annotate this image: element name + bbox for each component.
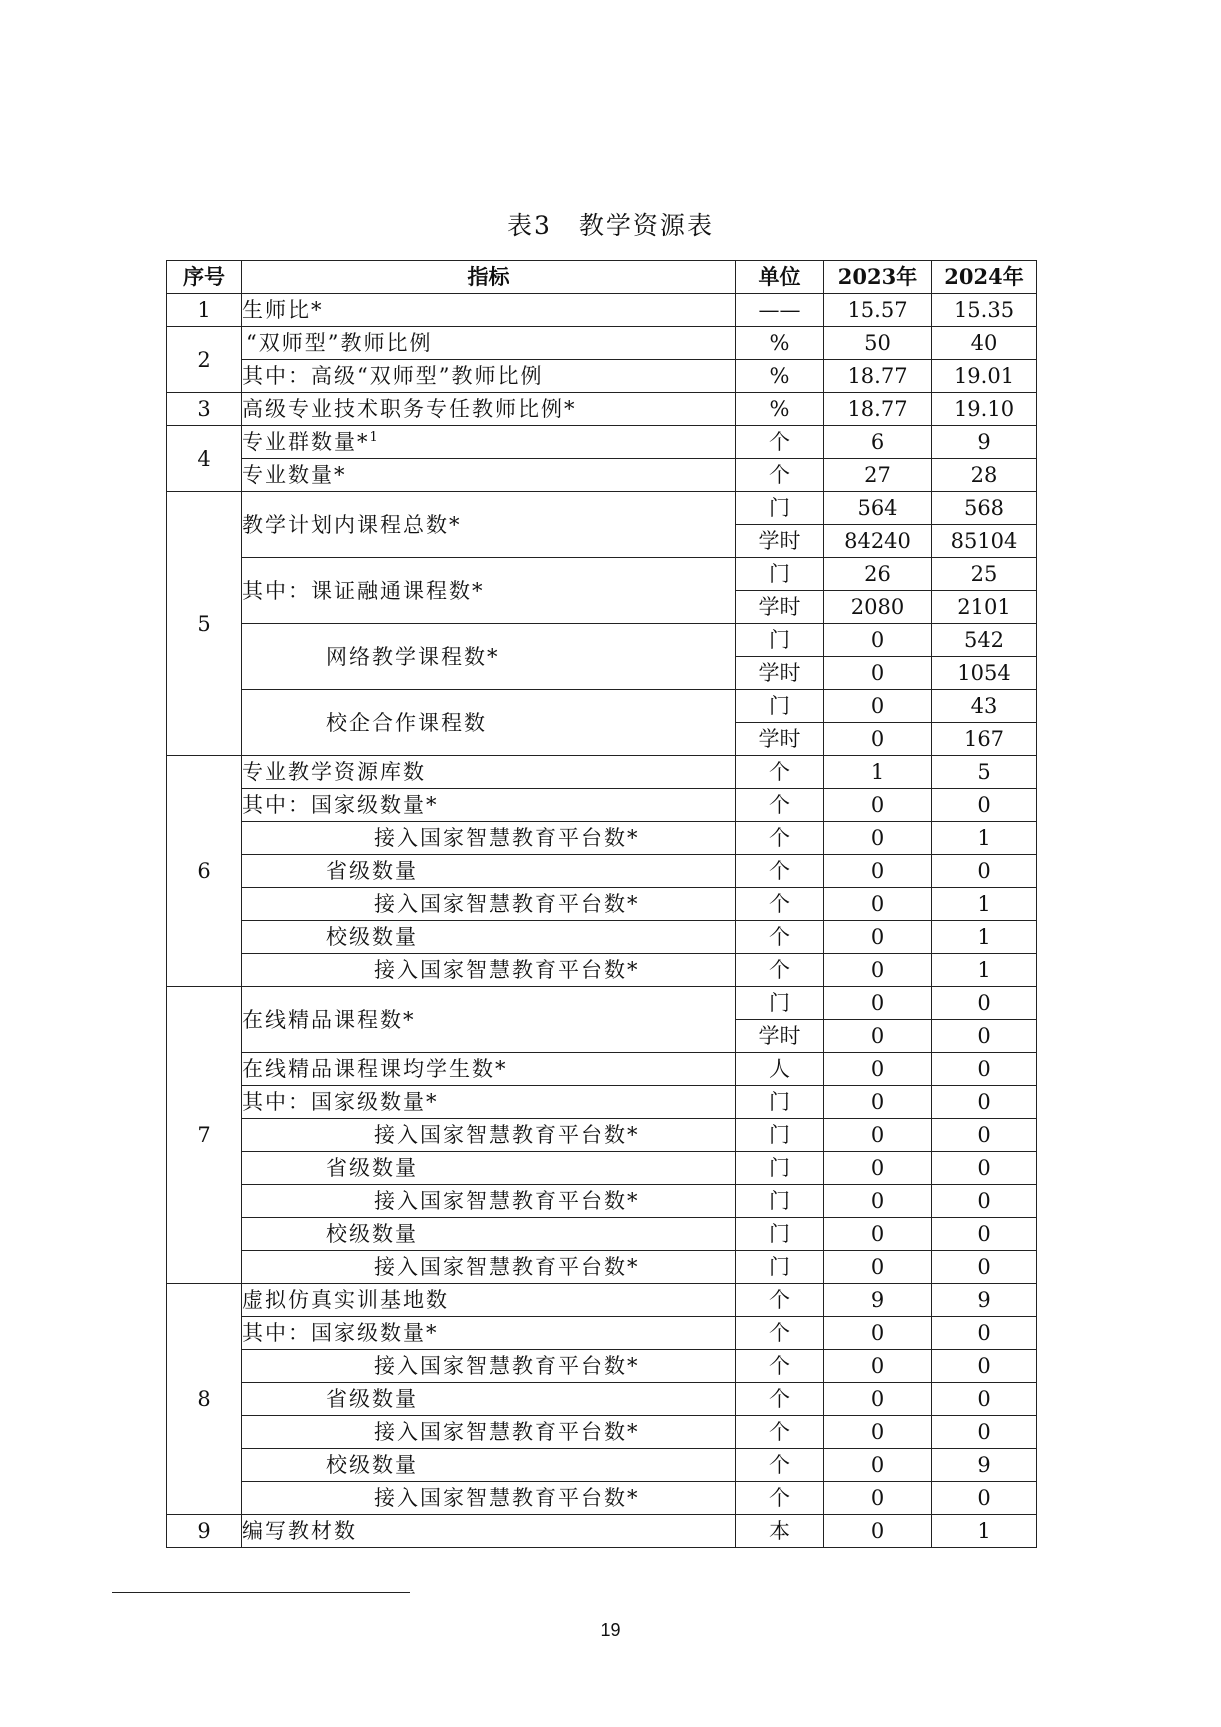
value-2023: 0 (824, 789, 932, 822)
table-row (167, 1515, 1037, 1548)
table-row (167, 1449, 1037, 1482)
table-row (167, 1482, 1037, 1515)
value-2023: 0 (824, 1119, 932, 1152)
value-2024: 0 (932, 789, 1037, 822)
value-2023: 0 (824, 1053, 932, 1086)
row-indicator: 其中：国家级数量* (242, 1086, 736, 1119)
value-2024: 0 (932, 1020, 1037, 1053)
value-2023: 0 (824, 1482, 932, 1515)
value-2024: 0 (932, 1185, 1037, 1218)
header-no: 序号 (167, 261, 242, 294)
value-2024: 0 (932, 1152, 1037, 1185)
row-indicator (242, 426, 736, 459)
table-row (167, 1383, 1037, 1416)
value-2023: 18.77 (824, 393, 932, 426)
value-2023: 50 (824, 327, 932, 360)
table-row (167, 1152, 1037, 1185)
table-row (167, 1350, 1037, 1383)
value-2024: 40 (932, 327, 1037, 360)
value-2024: 9 (932, 426, 1037, 459)
row-unit: 个 (736, 756, 824, 789)
value-2024: 167 (932, 723, 1037, 756)
value-2024: 9 (932, 1449, 1037, 1482)
value-2023: 0 (824, 1515, 932, 1548)
row-unit: 门 (736, 1119, 824, 1152)
row-unit: 门 (736, 1152, 824, 1185)
footnote-divider (112, 1592, 410, 1593)
value-2024: 28 (932, 459, 1037, 492)
value-2024: 1 (932, 822, 1037, 855)
row-unit: 个 (736, 1317, 824, 1350)
value-2024: 19.10 (932, 393, 1037, 426)
header-2023: 2023年 (824, 261, 932, 294)
table-header-row (167, 261, 1037, 294)
row-no: 8 (167, 1284, 242, 1515)
value-2024: 0 (932, 1317, 1037, 1350)
row-indicator: 教学计划内课程总数* (242, 492, 736, 558)
value-2023: 0 (824, 855, 932, 888)
row-indicator: 生师比* (242, 294, 736, 327)
table-row (167, 987, 1037, 1020)
value-2023: 18.77 (824, 360, 932, 393)
row-indicator: 接入国家智慧教育平台数* (242, 954, 736, 987)
table-row (167, 492, 1037, 525)
value-2023: 0 (824, 1152, 932, 1185)
value-2024: 43 (932, 690, 1037, 723)
row-unit: 学时 (736, 525, 824, 558)
table-row (167, 921, 1037, 954)
row-unit: 个 (736, 888, 824, 921)
table-row (167, 426, 1037, 459)
value-2023: 0 (824, 723, 932, 756)
value-2023: 0 (824, 1020, 932, 1053)
row-unit: 个 (736, 789, 824, 822)
value-2024: 0 (932, 1416, 1037, 1449)
value-2023: 0 (824, 888, 932, 921)
row-unit: 门 (736, 624, 824, 657)
value-2023: 27 (824, 459, 932, 492)
table-row (167, 1317, 1037, 1350)
value-2024: 85104 (932, 525, 1037, 558)
value-2023: 2080 (824, 591, 932, 624)
value-2024: 5 (932, 756, 1037, 789)
row-indicator: 接入国家智慧教育平台数* (242, 1185, 736, 1218)
row-indicator: 编写教材数 (242, 1515, 736, 1548)
row-indicator: 省级数量 (242, 855, 736, 888)
row-indicator: 其中：高级“双师型”教师比例 (242, 360, 736, 393)
table-row (167, 360, 1037, 393)
value-2023: 0 (824, 954, 932, 987)
row-indicator: 接入国家智慧教育平台数* (242, 888, 736, 921)
table-row (167, 1119, 1037, 1152)
value-2023: 26 (824, 558, 932, 591)
row-unit: 个 (736, 1449, 824, 1482)
value-2024: 0 (932, 1350, 1037, 1383)
value-2024: 0 (932, 855, 1037, 888)
row-unit: 门 (736, 1218, 824, 1251)
row-unit: 门 (736, 1185, 824, 1218)
page-number: 19 (600, 1620, 621, 1640)
row-unit: 个 (736, 921, 824, 954)
row-indicator: 接入国家智慧教育平台数* (242, 1416, 736, 1449)
table-row (167, 888, 1037, 921)
row-indicator: 接入国家智慧教育平台数* (242, 1482, 736, 1515)
value-2024: 15.35 (932, 294, 1037, 327)
row-unit: 个 (736, 459, 824, 492)
row-unit: 个 (736, 822, 824, 855)
table-row (167, 327, 1037, 360)
row-no: 3 (167, 393, 242, 426)
row-no: 1 (167, 294, 242, 327)
row-no: 7 (167, 987, 242, 1284)
row-indicator: 网络教学课程数* (242, 624, 736, 690)
value-2024: 0 (932, 1053, 1037, 1086)
value-2023: 0 (824, 1185, 932, 1218)
row-unit: 个 (736, 1350, 824, 1383)
value-2024: 1 (932, 888, 1037, 921)
row-indicator: 校企合作课程数 (242, 690, 736, 756)
value-2024: 25 (932, 558, 1037, 591)
value-2024: 0 (932, 1482, 1037, 1515)
value-2023: 0 (824, 657, 932, 690)
table-row (167, 624, 1037, 657)
row-indicator: 省级数量 (242, 1152, 736, 1185)
table-row (167, 855, 1037, 888)
table-row (167, 1416, 1037, 1449)
row-indicator: “双师型”教师比例 (242, 327, 736, 360)
value-2024: 1 (932, 921, 1037, 954)
row-indicator: 接入国家智慧教育平台数* (242, 1119, 736, 1152)
row-indicator: 接入国家智慧教育平台数* (242, 822, 736, 855)
row-unit: % (736, 393, 824, 426)
table-row (167, 1218, 1037, 1251)
value-2023: 15.57 (824, 294, 932, 327)
table-row (167, 1053, 1037, 1086)
value-2023: 0 (824, 1416, 932, 1449)
value-2024: 2101 (932, 591, 1037, 624)
row-indicator: 接入国家智慧教育平台数* (242, 1251, 736, 1284)
table-row (167, 954, 1037, 987)
row-unit: 个 (736, 954, 824, 987)
table-row (167, 1185, 1037, 1218)
value-2024: 0 (932, 1086, 1037, 1119)
row-no: 5 (167, 492, 242, 756)
value-2024: 1 (932, 954, 1037, 987)
value-2023: 0 (824, 690, 932, 723)
value-2024: 0 (932, 1251, 1037, 1284)
row-unit: % (736, 360, 824, 393)
row-indicator: 接入国家智慧教育平台数* (242, 1350, 736, 1383)
value-2024: 542 (932, 624, 1037, 657)
row-unit: % (736, 327, 824, 360)
row-unit: 门 (736, 690, 824, 723)
value-2024: 568 (932, 492, 1037, 525)
table-row (167, 822, 1037, 855)
table-title: 表3 教学资源表 (507, 211, 714, 240)
header-indicator: 指标 (242, 261, 736, 294)
row-unit: —— (736, 294, 824, 327)
row-unit: 个 (736, 1284, 824, 1317)
row-no: 2 (167, 327, 242, 393)
value-2024: 0 (932, 1218, 1037, 1251)
row-unit: 人 (736, 1053, 824, 1086)
table-row (167, 756, 1037, 789)
indicator-text: 专业群数量* (242, 430, 370, 454)
value-2023: 0 (824, 1350, 932, 1383)
value-2023: 0 (824, 1218, 932, 1251)
row-indicator: 其中：国家级数量* (242, 789, 736, 822)
table-row (167, 393, 1037, 426)
row-unit: 门 (736, 987, 824, 1020)
row-unit: 学时 (736, 723, 824, 756)
value-2023: 0 (824, 1317, 932, 1350)
row-unit: 个 (736, 855, 824, 888)
header-2024: 2024年 (932, 261, 1037, 294)
table-row (167, 294, 1037, 327)
footnote-marker: 1 (369, 430, 380, 445)
row-indicator: 其中：课证融通课程数* (242, 558, 736, 624)
row-unit: 个 (736, 426, 824, 459)
value-2024: 0 (932, 1383, 1037, 1416)
row-no: 9 (167, 1515, 242, 1548)
table-row (167, 1086, 1037, 1119)
value-2023: 0 (824, 1449, 932, 1482)
row-indicator: 其中：国家级数量* (242, 1317, 736, 1350)
row-unit: 门 (736, 1251, 824, 1284)
table-row (167, 1251, 1037, 1284)
table-row (167, 789, 1037, 822)
value-2023: 0 (824, 987, 932, 1020)
row-indicator: 校级数量 (242, 921, 736, 954)
row-unit: 门 (736, 558, 824, 591)
value-2024: 9 (932, 1284, 1037, 1317)
value-2024: 1054 (932, 657, 1037, 690)
value-2023: 0 (824, 1251, 932, 1284)
value-2023: 1 (824, 756, 932, 789)
row-unit: 个 (736, 1482, 824, 1515)
value-2024: 19.01 (932, 360, 1037, 393)
row-no: 4 (167, 426, 242, 492)
value-2023: 84240 (824, 525, 932, 558)
row-unit: 个 (736, 1383, 824, 1416)
row-indicator: 省级数量 (242, 1383, 736, 1416)
row-indicator: 在线精品课程数* (242, 987, 736, 1053)
value-2023: 9 (824, 1284, 932, 1317)
header-unit: 单位 (736, 261, 824, 294)
teaching-resources-table (166, 260, 1037, 1548)
table-row (167, 1284, 1037, 1317)
row-no: 6 (167, 756, 242, 987)
value-2023: 0 (824, 921, 932, 954)
row-indicator: 在线精品课程课均学生数* (242, 1053, 736, 1086)
table-row (167, 690, 1037, 723)
row-unit: 门 (736, 1086, 824, 1119)
value-2023: 0 (824, 1086, 932, 1119)
value-2024: 0 (932, 987, 1037, 1020)
table-row (167, 558, 1037, 591)
value-2023: 0 (824, 822, 932, 855)
row-unit: 学时 (736, 591, 824, 624)
row-indicator: 专业教学资源库数 (242, 756, 736, 789)
value-2023: 0 (824, 1383, 932, 1416)
row-indicator: 专业数量* (242, 459, 736, 492)
row-unit: 门 (736, 492, 824, 525)
row-unit: 学时 (736, 657, 824, 690)
row-unit: 学时 (736, 1020, 824, 1053)
row-indicator: 校级数量 (242, 1218, 736, 1251)
value-2024: 1 (932, 1515, 1037, 1548)
row-indicator: 虚拟仿真实训基地数 (242, 1284, 736, 1317)
table-row (167, 459, 1037, 492)
row-indicator: 校级数量 (242, 1449, 736, 1482)
row-indicator: 高级专业技术职务专任教师比例* (242, 393, 736, 426)
value-2024: 0 (932, 1119, 1037, 1152)
value-2023: 6 (824, 426, 932, 459)
value-2023: 564 (824, 492, 932, 525)
row-unit: 本 (736, 1515, 824, 1548)
row-unit: 个 (736, 1416, 824, 1449)
value-2023: 0 (824, 624, 932, 657)
